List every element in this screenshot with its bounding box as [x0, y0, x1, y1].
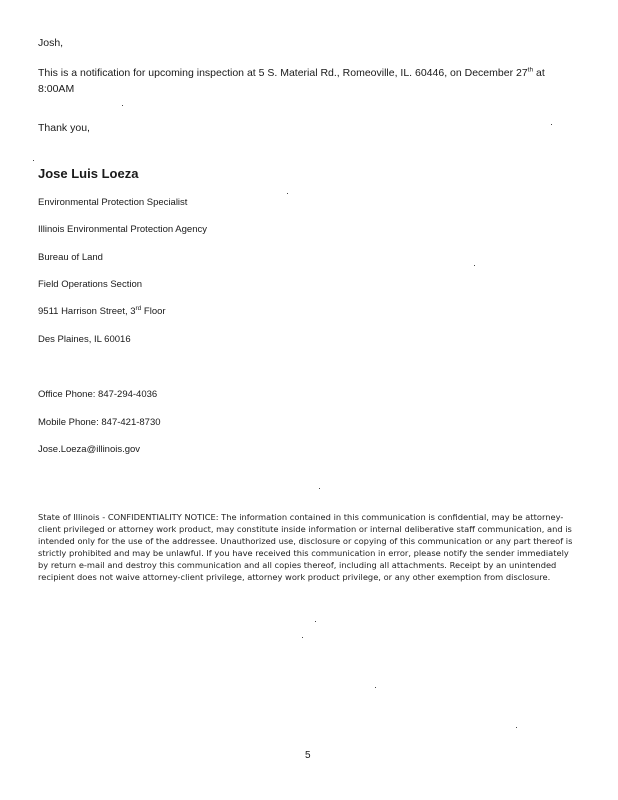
street-floor: Floor — [141, 306, 166, 317]
email-address: Jose.Loeza@illinois.gov — [38, 444, 141, 455]
closing: Thank you, — [38, 122, 90, 134]
notification-body — [38, 65, 583, 97]
scan-speck — [315, 621, 316, 622]
salutation: Josh, — [38, 37, 64, 49]
signature-city: Des Plaines, IL 60016 — [38, 334, 131, 345]
floor-suffix: rd — [135, 304, 142, 312]
body-text: This is a notification for upcoming inspection at 5 S. Material Rd., Romeoville, IL. 60446, on December 27 — [38, 67, 528, 79]
body-text-end: at 8:00AM — [38, 67, 545, 95]
scan-speck — [302, 637, 303, 638]
signature-section: Field Operations Section — [38, 279, 143, 290]
scan-speck — [375, 687, 376, 688]
signature-bureau: Bureau of Land — [38, 252, 103, 263]
scan-speck — [474, 265, 475, 266]
date-suffix: th — [527, 66, 534, 74]
scan-speck — [122, 105, 123, 106]
signature-title: Environmental Protection Specialist — [38, 197, 188, 208]
scan-speck — [33, 160, 34, 161]
signature-street — [38, 305, 166, 318]
office-phone: Office Phone: 847-294-4036 — [38, 389, 158, 400]
signature-agency: Illinois Environmental Protection Agency — [38, 224, 207, 235]
scan-speck — [319, 488, 320, 489]
scan-speck — [551, 124, 552, 125]
signature-name: Jose Luis Loeza — [38, 166, 139, 181]
scan-speck — [516, 727, 517, 728]
page-number: 5 — [305, 750, 311, 761]
scan-speck — [287, 193, 288, 194]
confidentiality-notice: State of Illinois - CONFIDENTIALITY NOTICE: The information contained in this communication is confidential, may be attorney-client privileged or attorney work product, may constitute inside information or internal deliberative staff communication, and is intended only for the use of the addressee. Unauthorized use, disclosure or copying of this communication or any part thereof is strictly prohibited and may be unlawful. If you have received this communication in error, please notify the sender immediately by return e-mail and destroy this communication and all copies thereof, including all attachments. Receipt by an unintended recipient does not waive attorney-client privilege, attorney work product privilege, or any other exemption from disclosure. — [38, 512, 573, 582]
street-text: 9511 Harrison Street, 3 — [38, 306, 136, 317]
mobile-phone: Mobile Phone: 847-421-8730 — [38, 417, 161, 428]
